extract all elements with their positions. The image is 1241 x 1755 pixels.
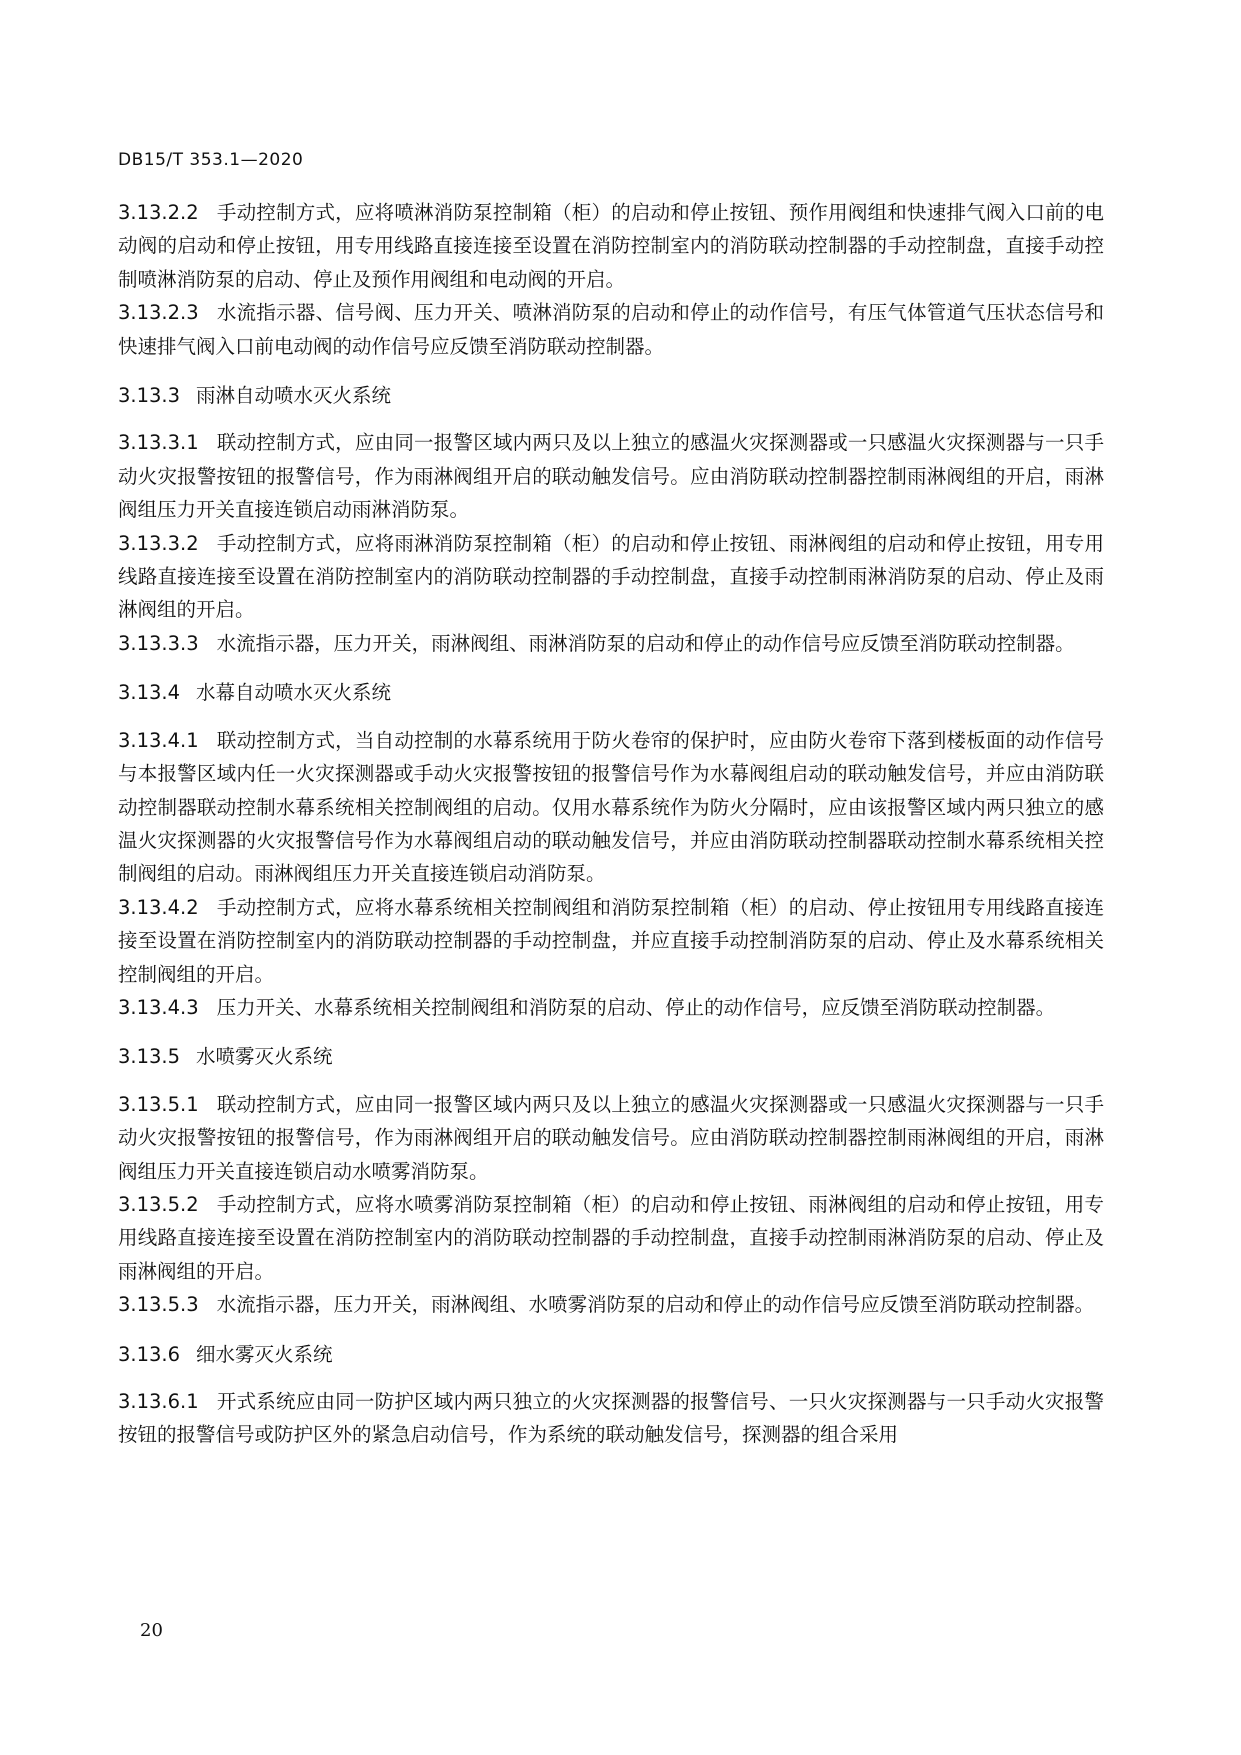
clause-number: 3.13.4.1 [118, 728, 199, 752]
section-heading [118, 1040, 1104, 1073]
clause-text: 联动控制方式，应由同一报警区域内两只及以上独立的感温火灾探测器或一只感温火灾探测器与一只手动火灾报警按钮的报警信号，作为雨淋阀组开启的联动触发信号。应由消防联动控制器控制雨淋阀组的开启，雨淋阀组压力开关直接连锁启动雨淋消防泵。 [118, 431, 1104, 522]
clause-paragraph [118, 1288, 1104, 1321]
clause-text: 联动控制方式，应由同一报警区域内两只及以上独立的感温火灾探测器或一只感温火灾探测器与一只手动火灾报警按钮的报警信号，作为雨淋阀组开启的联动触发信号。应由消防联动控制器控制雨淋阀组的开启，雨淋阀组压力开关直接连锁启动水喷雾消防泵。 [118, 1092, 1104, 1183]
clause-paragraph [118, 627, 1104, 660]
clause-number: 3.13.2.3 [118, 301, 199, 325]
document-body [118, 196, 1104, 1452]
clause-number: 3.13.2.2 [118, 201, 199, 224]
clause-paragraph [118, 527, 1104, 627]
clause-text: 手动控制方式，应将水喷雾消防泵控制箱（柜）的启动和停止按钮、雨淋阀组的启动和停止按钮，用专用线路直接连接至设置在消防控制室内的消防联动控制器的手动控制盘，直接手动控制雨淋消防泵的启动、停止及雨淋阀组的开启。 [118, 1192, 1104, 1283]
section-title: 细水雾灭火系统 [196, 1342, 333, 1366]
clause-number: 3.13.3.3 [118, 631, 199, 655]
clause-paragraph [118, 991, 1104, 1024]
clause-number: 3.13.3.2 [118, 531, 199, 555]
clause-paragraph [118, 891, 1104, 991]
clause-paragraph [118, 296, 1104, 363]
clause-text: 手动控制方式，应将雨淋消防泵控制箱（柜）的启动和停止按钮、雨淋阀组的启动和停止按钮，用专用线路直接连接至设置在消防控制室内的消防联动控制器的手动控制盘，直接手动控制雨淋消防泵的启动、停止及雨淋阀组的开启。 [118, 531, 1104, 622]
clause-number: 3.13.5.1 [118, 1092, 199, 1116]
section-title: 水喷雾灭火系统 [196, 1045, 333, 1069]
clause-paragraph [118, 1088, 1104, 1188]
clause-number: 3.13.5.3 [118, 1293, 199, 1317]
clause-text: 水流指示器，压力开关，雨淋阀组、雨淋消防泵的启动和停止的动作信号应反馈至消防联动控制器。 [216, 631, 1075, 655]
section-title: 水幕自动喷水灭火系统 [196, 681, 392, 705]
clause-number: 3.13.5.2 [118, 1192, 199, 1216]
clause-text: 开式系统应由同一防护区域内两只独立的火灾探测器的报警信号、一只火灾探测器与一只手动火灾报警按钮的报警信号或防护区外的紧急启动信号，作为系统的联动触发信号，探测器的组合采用 [118, 1390, 1104, 1447]
clause-text: 水流指示器、信号阀、压力开关、喷淋消防泵的启动和停止的动作信号，有压气体管道气压状态信号和快速排气阀入口前电动阀的动作信号应反馈至消防联动控制器。 [118, 301, 1104, 358]
section-heading [118, 1338, 1104, 1371]
section-heading [118, 676, 1104, 709]
clause-paragraph [118, 724, 1104, 891]
section-title: 雨淋自动喷水灭火系统 [196, 384, 392, 408]
page-number: 20 [140, 1620, 163, 1641]
clause-number: 3.13.6.1 [118, 1390, 199, 1413]
clause-text: 水流指示器，压力开关，雨淋阀组、水喷雾消防泵的启动和停止的动作信号应反馈至消防联动控制器。 [216, 1293, 1095, 1317]
section-number: 3.13.5 [118, 1045, 181, 1069]
clause-paragraph [118, 1188, 1104, 1288]
clause-paragraph [118, 1385, 1104, 1452]
section-number: 3.13.6 [118, 1342, 181, 1366]
clause-paragraph [118, 196, 1104, 296]
clause-paragraph [118, 426, 1104, 526]
clause-number: 3.13.4.3 [118, 995, 199, 1019]
document-code: DB15/T 353.1—2020 [118, 150, 304, 170]
clause-text: 手动控制方式，应将水幕系统相关控制阀组和消防泵控制箱（柜）的启动、停止按钮用专用线路直接连接至设置在消防控制室内的消防联动控制器的手动控制盘，并应直接手动控制消防泵的启动、停止及水幕系统相关控制阀组的开启。 [118, 895, 1104, 986]
section-number: 3.13.3 [118, 384, 181, 408]
clause-text: 联动控制方式，当自动控制的水幕系统用于防火卷帘的保护时，应由防火卷帘下落到楼板面的动作信号与本报警区域内任一火灾探测器或手动火灾报警按钮的报警信号作为水幕阀组启动的联动触发信号，并应由消防联动控制器联动控制水幕系统相关控制阀组的启动。仅用水幕系统作为防火分隔时，应由该报警区域内两只独立的感温火灾探测器的火灾报警信号作为水幕阀组启动的联动触发信号，并应由消防联动控制器联动控制水幕系统相关控制阀组的启动。雨淋阀组压力开关直接连锁启动消防泵。 [118, 728, 1104, 886]
section-number: 3.13.4 [118, 681, 181, 705]
clause-text: 压力开关、水幕系统相关控制阀组和消防泵的启动、停止的动作信号，应反馈至消防联动控制器。 [216, 995, 1056, 1019]
clause-text: 手动控制方式，应将喷淋消防泵控制箱（柜）的启动和停止按钮、预作用阀组和快速排气阀入口前的电动阀的启动和停止按钮，用专用线路直接连接至设置在消防控制室内的消防联动控制器的手动控制盘，直接手动控制喷淋消防泵的启动、停止及预作用阀组和电动阀的开启。 [118, 201, 1104, 291]
section-heading [118, 379, 1104, 412]
clause-number: 3.13.4.2 [118, 895, 199, 919]
clause-number: 3.13.3.1 [118, 431, 199, 455]
